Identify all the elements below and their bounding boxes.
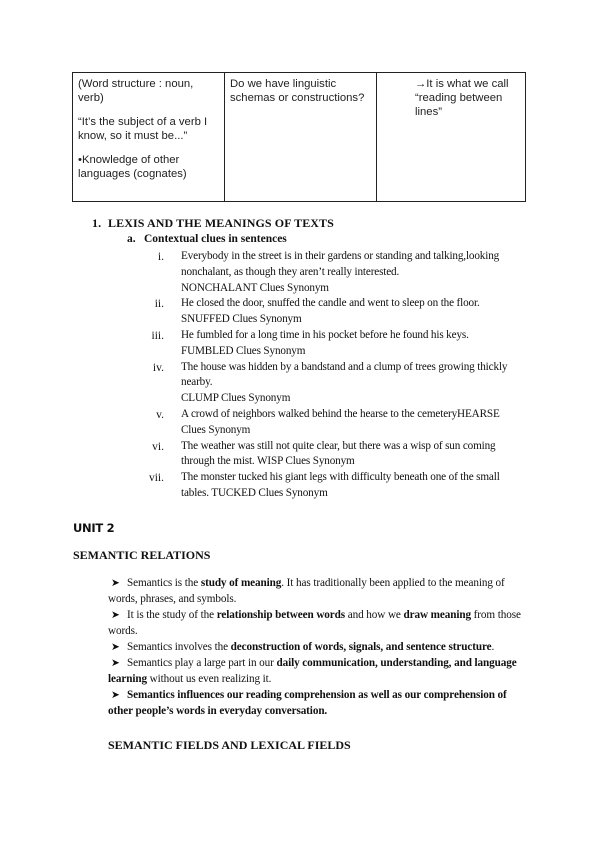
section-title: LEXIS AND THE MEANINGS OF TEXTS [108,216,334,230]
semantic-fields-heading: SEMANTIC FIELDS AND LEXICAL FIELDS [108,738,351,752]
clue-sentence: The weather was still not quite clear, but there was a wisp of sun coming through the mist. WISP Clues Synonym [181,439,496,468]
list-item: ➤ Semantics involves the deconstruction of words, signals, and sentence structure. [108,639,528,655]
list-number: iii. [151,329,164,342]
clue-sentence: The monster tucked his giant legs with difficulty beneath one of the small tables. TUCKED Clues Synonym [181,471,500,499]
table-text: Do we have linguistic schemas or constructions? [230,78,365,104]
table-cell-3 [376,73,525,201]
subsection-title: Contextual clues in sentences [144,233,287,245]
subsection-heading [127,233,287,245]
clue-answer: FUMBLED Clues Synonym [181,344,306,357]
semantics-bullets [108,575,528,719]
clue-sentence: Everybody in the street is in their gardens or standing and talking,looking nonchalant, as though they aren’t really interested. [181,250,500,278]
table-text: •Knowledge of other languages (cognates) [78,154,187,180]
list-item [0,296,600,328]
list-number: vii. [148,472,164,485]
list-number: i. [157,251,164,263]
clue-answer: NONCHALANT Clues Synonym [181,281,329,294]
arrow-bullet-icon: ➤ [111,577,120,589]
list-item [0,328,600,360]
table-text: (Word structure : noun, verb) [78,78,194,104]
subsection-letter: a. [127,233,136,245]
arrow-bullet-icon: ➤ [111,609,120,621]
clue-sentence: The house was hidden by a bandstand and a clump of trees growing thickly nearby. [181,360,508,389]
clue-sentence: He closed the door, snuffed the candle and went to sleep on the floor. [181,297,480,310]
section-number: 1. [92,216,102,230]
list-item [0,439,600,471]
arrow-bullet-icon: ➤ [111,689,120,701]
arrow-bullet-icon: ➤ [111,641,120,653]
clue-sentence: He fumbled for a long time in his pocket before he found his keys. [181,328,469,341]
list-item: ➤ Semantics play a large part in our daily communication, understanding, and language learning without us even realizing it. [108,657,517,685]
clue-answer: SNUFFED Clues Synonym [181,313,302,326]
table-cell-1 [73,73,224,201]
semantic-relations-heading: SEMANTIC RELATIONS [73,548,211,562]
list-item [0,407,600,439]
list-item [0,470,600,502]
list-item: ➤ It is the study of the relationship between words and how we draw meaning from those words. [108,609,521,637]
list-number: v. [156,408,164,421]
table-text: “It’s the subject of a verb I know, so it must be...” [78,116,208,142]
table-cell-2 [224,73,376,201]
list-item [0,249,600,296]
arrow-bullet-icon: ➤ [111,657,120,669]
section-heading [92,216,334,231]
clues-list [0,249,600,502]
list-number: vi. [152,440,164,453]
unit-heading: UNIT 2 [73,521,115,535]
clue-answer: CLUMP Clues Synonym [181,392,291,405]
list-item [0,360,600,407]
list-item: ➤ Semantics is the study of meaning. It has traditionally been applied to the meaning of words, phrases, and symbols. [108,577,505,605]
clue-sentence: A crowd of neighbors walked behind the hearse to the cemeteryHEARSE Clues Synonym [181,407,500,436]
list-item: ➤ Semantics influences our reading comprehension as well as our comprehension of other people’s words in everyday conversation. [108,689,507,717]
list-number: ii. [154,298,164,311]
table-text: →It is what we call “reading between lines” [415,78,509,118]
list-number: iv. [152,361,164,374]
notes-table [72,72,526,202]
